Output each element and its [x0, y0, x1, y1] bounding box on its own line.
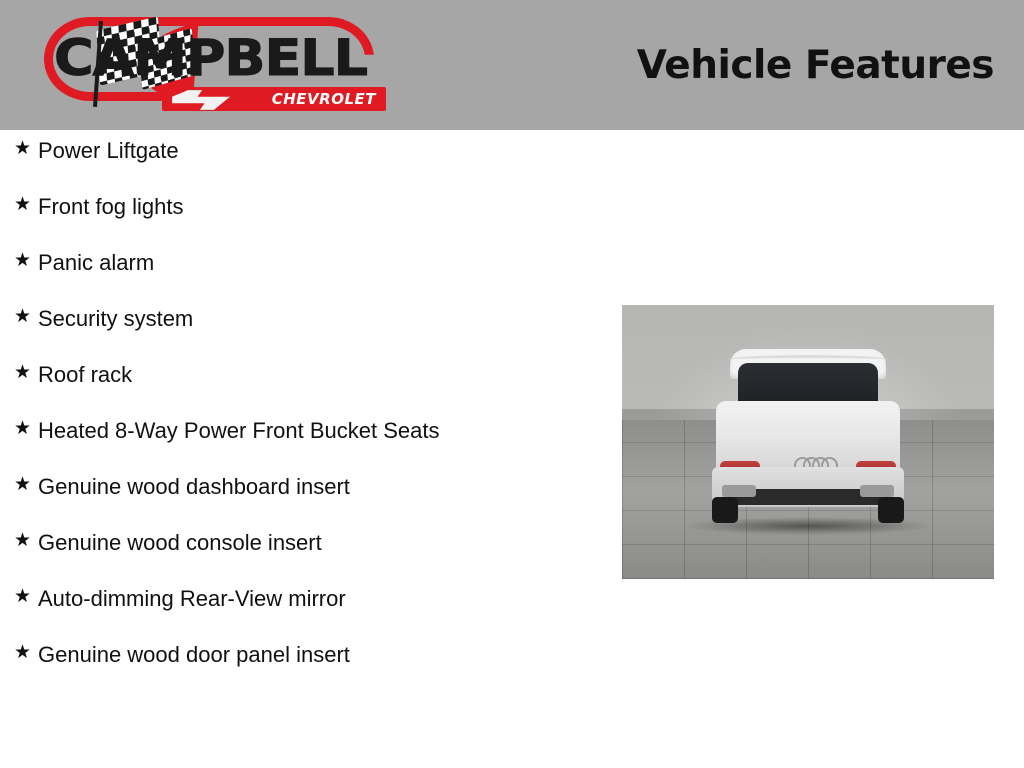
tire-left — [712, 497, 738, 523]
feature-label: Security system — [38, 306, 194, 331]
feature-label: Panic alarm — [38, 250, 155, 275]
chevrolet-bowtie-icon — [172, 90, 230, 110]
exhaust-left — [722, 485, 756, 497]
list-item — [0, 582, 560, 615]
list-item — [0, 246, 560, 279]
star-icon: ★ — [14, 138, 32, 159]
list-item — [0, 470, 560, 503]
star-icon: ★ — [14, 586, 32, 607]
star-icon: ★ — [14, 194, 32, 215]
list-item — [0, 134, 560, 167]
page-header — [0, 0, 1024, 130]
star-icon: ★ — [14, 474, 32, 495]
list-item — [0, 526, 560, 559]
feature-label: Genuine wood dashboard insert — [38, 474, 350, 499]
list-item — [0, 190, 560, 223]
exhaust-right — [860, 485, 894, 497]
feature-label: Auto-dimming Rear-View mirror — [38, 586, 346, 611]
list-item — [0, 638, 560, 671]
tire-right — [878, 497, 904, 523]
star-icon: ★ — [14, 250, 32, 271]
logo-wordmark: CAMPBELL — [54, 29, 367, 87]
star-icon: ★ — [14, 306, 32, 327]
star-icon: ★ — [14, 530, 32, 551]
logo-submark-text: CHEVROLET — [271, 90, 376, 108]
dealer-logo[interactable] — [44, 13, 384, 117]
page-title: Vehicle Features — [636, 42, 994, 88]
logo-submark-bar — [162, 87, 386, 111]
list-item — [0, 358, 560, 391]
star-icon: ★ — [14, 362, 32, 383]
vehicle-photo — [622, 305, 994, 579]
features-list — [0, 134, 560, 671]
feature-label: Power Liftgate — [38, 138, 179, 163]
star-icon: ★ — [14, 642, 32, 663]
star-icon: ★ — [14, 418, 32, 439]
feature-label: Heated 8-Way Power Front Bucket Seats — [38, 418, 440, 443]
feature-label: Roof rack — [38, 362, 133, 387]
vehicle-illustration — [710, 349, 906, 524]
feature-label: Genuine wood console insert — [38, 530, 322, 555]
feature-label: Front fog lights — [38, 194, 184, 219]
list-item — [0, 414, 560, 447]
feature-label: Genuine wood door panel insert — [38, 642, 350, 667]
list-item — [0, 302, 560, 335]
